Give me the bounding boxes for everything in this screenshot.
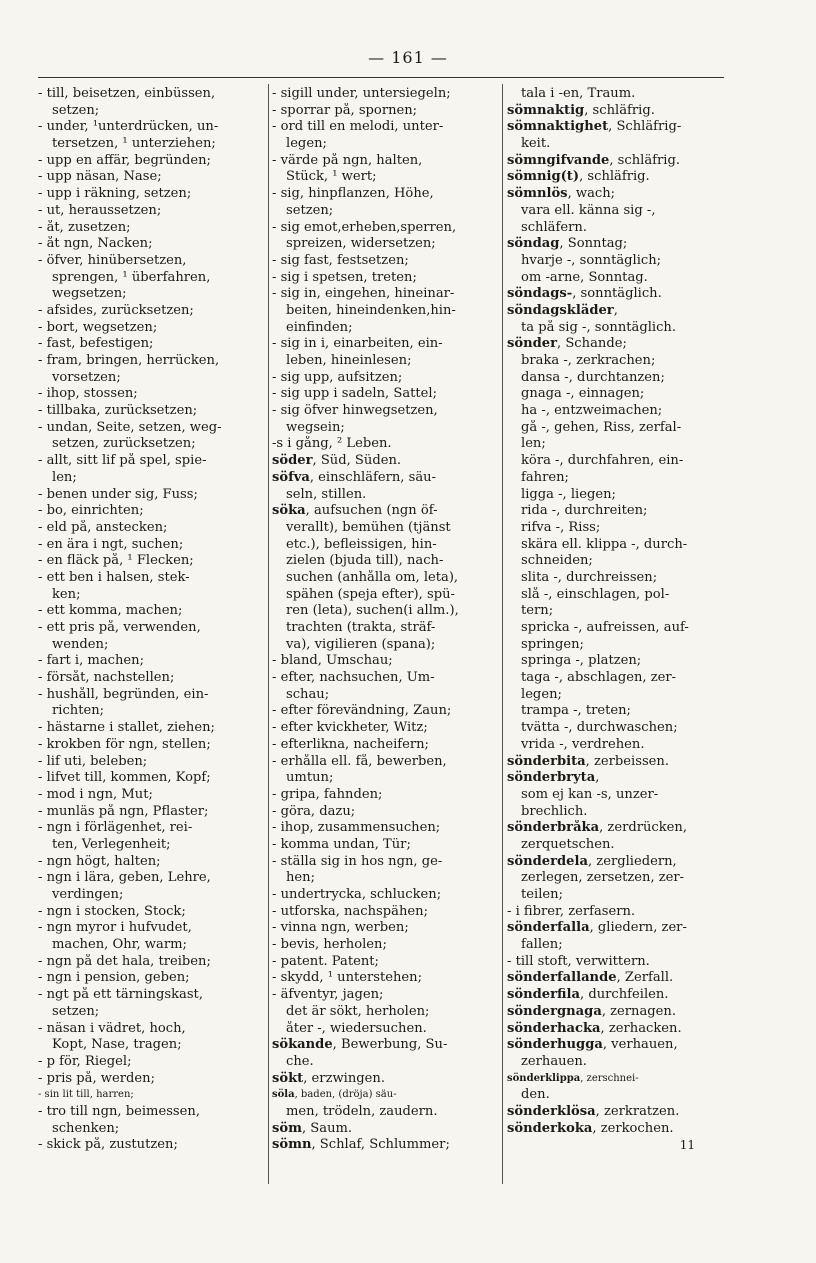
column-divider — [502, 84, 503, 1184]
headword-line — [507, 770, 725, 787]
headword-line — [507, 1104, 725, 1121]
entry-line: zerhauen. — [521, 1053, 587, 1069]
entry-line: schläfern. — [521, 219, 587, 235]
entry-line: wegsein; — [286, 419, 345, 435]
entry-line: - mod i ngn, Mut; — [38, 786, 153, 802]
entry-line: vorsetzen; — [52, 369, 121, 385]
entry-line: - benen under sig, Fuss; — [38, 486, 198, 502]
headword: sönderklippa — [507, 1072, 581, 1084]
headword-line — [507, 1121, 725, 1138]
entry-line: - ngn i lära, geben, Lehre, — [38, 870, 211, 886]
definition: , — [595, 770, 600, 786]
entry-line: - gripa, fahnden; — [272, 786, 383, 802]
entry-line: - efter kvickheter, Witz; — [272, 720, 428, 736]
entry-line: taga -, abschlagen, zer- — [521, 670, 677, 686]
entry-line: vara ell. känna sig -, — [521, 202, 656, 218]
entry-line: - äfventyr, jagen; — [272, 987, 384, 1003]
entry-line: - tro till ngn, beimessen, — [38, 1103, 200, 1119]
entry-line: - pris på, werden; — [38, 1070, 155, 1086]
entry-line: slå -, einschlagen, pol- — [521, 586, 670, 602]
entry-line: tern; — [521, 603, 554, 619]
entry-line: som ej kan -s, unzer- — [521, 786, 659, 802]
definition: , schläfrig. — [584, 102, 655, 118]
entry-line: - bland, Umschau; — [272, 653, 393, 669]
headword: sönderbryta — [507, 770, 596, 786]
entry-line: - eld på, anstecken; — [38, 519, 168, 535]
entry-line: - munläs på ngn, Pflaster; — [38, 803, 209, 819]
entry-line: - lifvet till, kommen, Kopf; — [38, 770, 211, 786]
entry-line: - upp i räkning, setzen; — [38, 186, 192, 202]
entry-line: leben, hineinlesen; — [286, 353, 412, 368]
definition: , Zerfall. — [616, 970, 674, 986]
entry-line: - göra, dazu; — [272, 803, 356, 819]
entry-line: - ord till en melodi, unter- — [272, 119, 444, 135]
definition: , zerhacken. — [600, 1020, 682, 1036]
entry-line: setzen; — [286, 202, 334, 218]
entry-line: - bo, einrichten; — [38, 503, 144, 519]
entry-line: åter -, wiedersuchen. — [286, 1020, 427, 1036]
headword-line — [507, 754, 725, 771]
definition: , baden, (dröja) säu- — [294, 1089, 397, 1101]
entry-line: - komma undan, Tür; — [272, 836, 411, 852]
headword: sönderklösa — [507, 1103, 596, 1119]
entry-line: wegsetzen; — [52, 286, 127, 302]
entry-line: - efter förevändning, Zaun; — [272, 703, 452, 719]
headword: sönderfila — [507, 987, 580, 1003]
entry-line: - försåt, nachstellen; — [38, 670, 175, 686]
entry-line: - ställa sig in hos ngn, ge- — [272, 853, 443, 869]
entry-line: - ngn på det hala, treiben; — [38, 953, 211, 969]
entry-line: spähen (speja efter), spü- — [286, 586, 455, 602]
headword-line — [272, 1071, 496, 1088]
entry-line: - sin lit till, harren; — [38, 1089, 134, 1101]
definition: , Schlaf, Schlummer; — [311, 1137, 450, 1153]
headword: sönderbita — [507, 753, 586, 769]
headword-line — [507, 820, 725, 837]
entry-line: setzen; — [52, 1003, 100, 1019]
headword-line — [507, 1071, 725, 1088]
entry-line: - sig fast, festsetzen; — [272, 252, 409, 268]
headword-line — [272, 453, 496, 470]
headword: söm — [272, 1120, 302, 1136]
entry-line: - under, ¹unterdrücken, un- — [38, 119, 219, 135]
entry-line: keit. — [521, 136, 551, 152]
entry-line: om -arne, Sonntag. — [521, 269, 648, 285]
entry-line: len; — [52, 469, 77, 485]
entry-line: rifva -, Riss; — [521, 519, 601, 535]
entry-line: - upp näsan, Nase; — [38, 169, 162, 185]
entry-line: umtun; — [286, 770, 334, 786]
entry-line: schau; — [286, 686, 330, 702]
entry-line: trampa -, treten; — [521, 703, 631, 719]
entry-line: gå -, gehen, Riss, zerfal- — [521, 419, 682, 435]
headword-line — [507, 169, 725, 186]
definition: , zernagen. — [601, 1003, 677, 1019]
entry-line: - sig in i, einarbeiten, ein- — [272, 336, 443, 352]
entry-line: teilen; — [521, 887, 563, 902]
headword-line — [507, 1037, 725, 1054]
headword-line — [507, 854, 725, 871]
entry-line: - patent. Patent; — [272, 953, 379, 969]
definition: , gliedern, zer- — [589, 920, 687, 936]
entry-line: - sig, hinpflanzen, Höhe, — [272, 186, 434, 202]
entry-line: - sporrar på, spornen; — [272, 102, 418, 118]
headword-line — [507, 920, 725, 937]
headword-line — [272, 503, 496, 520]
headword-line — [507, 970, 725, 987]
definition: , zerbeissen. — [585, 753, 670, 769]
entry-line: seln, stillen. — [286, 486, 367, 502]
headword: söla — [272, 1089, 295, 1101]
headword: sömnlös — [507, 186, 568, 202]
headword: sönderfallande — [507, 970, 617, 986]
entry-line: - tillbaka, zurücksetzen; — [38, 403, 198, 419]
entry-line: - fart i, machen; — [38, 653, 145, 669]
entry-line: - allt, sitt lif på spel, spie- — [38, 453, 207, 469]
headword: söndag — [507, 236, 560, 252]
entry-line: setzen; — [52, 102, 100, 118]
definition: , verhauen, — [602, 1037, 678, 1053]
entry-line: - åt ngn, Nacken; — [38, 236, 153, 252]
definition: , Schande; — [557, 336, 627, 352]
definition: , einschläfern, säu- — [309, 469, 437, 485]
headword: sönderhugga — [507, 1037, 603, 1053]
headword-line — [272, 1137, 496, 1154]
entry-line: - värde på ngn, halten, — [272, 152, 423, 168]
entry-line: ren (leta), suchen(i allm.), — [286, 603, 459, 619]
entry-line: - sig upp i sadeln, Sattel; — [272, 386, 437, 402]
headword: sömngifvande — [507, 152, 610, 168]
headword: sömnig(t) — [507, 169, 580, 185]
column-divider — [268, 84, 269, 1184]
entry-line: - ihop, stossen; — [38, 386, 138, 402]
headword: sönderkoka — [507, 1120, 593, 1136]
entry-line: ken; — [52, 586, 81, 602]
definition: , schläfrig. — [579, 169, 650, 185]
headword-line — [507, 286, 725, 303]
entry-line: - en ära i ngt, suchen; — [38, 536, 184, 552]
entry-line: tersetzen, ¹ unterziehen; — [52, 136, 216, 152]
headword: sönderbråka — [507, 820, 600, 836]
entry-line: machen, Ohr, warm; — [52, 937, 187, 953]
entry-line: - lif uti, beleben; — [38, 753, 148, 769]
entry-line: ha -, entzweimachen; — [521, 403, 663, 419]
entry-line: gnaga -, einnagen; — [521, 386, 645, 402]
entry-line: zerquetschen. — [521, 836, 615, 852]
headword: sökande — [272, 1037, 333, 1053]
entry-line: - skick på, zustutzen; — [38, 1137, 178, 1153]
entry-line: hvarje -, sonntäglich; — [521, 252, 662, 268]
entry-line: - skydd, ¹ unterstehen; — [272, 970, 423, 986]
entry-line: - hästarne i stallet, ziehen; — [38, 720, 215, 736]
entry-line: - utforska, nachspähen; — [272, 903, 428, 919]
entry-line: legen; — [286, 136, 327, 152]
headword: sömn — [272, 1137, 312, 1153]
entry-line: spricka -, aufreissen, auf- — [521, 620, 689, 635]
entry-line: - vinna ngn, werben; — [272, 920, 409, 936]
headword: sömnaktig — [507, 102, 585, 118]
headword: sömnaktighet — [507, 119, 609, 135]
entry-line: - fast, befestigen; — [38, 336, 154, 352]
entry-line: slita -, durchreissen; — [521, 569, 658, 585]
entry-line: - en fläck på, ¹ Flecken; — [38, 553, 194, 569]
entry-line: -s i gång, ² Leben. — [272, 436, 392, 452]
headword: söfva — [272, 469, 310, 485]
headword-line — [507, 336, 725, 353]
entry-line: spreizen, widersetzen; — [286, 236, 436, 252]
entry-line: va), vigilieren (spana); — [286, 636, 436, 652]
definition: , zergliedern, — [587, 853, 677, 869]
entry-line: - ngn i pension, geben; — [38, 970, 190, 986]
entry-line: - sig upp, aufsitzen; — [272, 369, 403, 385]
entry-line: dansa -, durchtanzen; — [521, 369, 665, 385]
entry-line: brechlich. — [521, 803, 588, 819]
entry-line: sprengen, ¹ überfahren, — [52, 269, 211, 285]
column-1 — [38, 86, 266, 1154]
entry-line: ten, Verlegenheit; — [52, 836, 171, 852]
entry-line: - upp en affär, begründen; — [38, 152, 211, 168]
definition: , durchfeilen. — [580, 987, 669, 1003]
definition: , zerschnei- — [580, 1072, 639, 1084]
entry-line: - fram, bringen, herrücken, — [38, 353, 220, 368]
entry-line: wenden; — [52, 636, 109, 652]
header-rule — [38, 77, 724, 78]
entry-line: - ut, heraussetzen; — [38, 202, 162, 218]
entry-line: - näsan i vädret, hoch, — [38, 1020, 186, 1036]
entry-line: tvätta -, durchwaschen; — [521, 720, 678, 736]
entry-line: - ngn högt, halten; — [38, 853, 161, 869]
entry-line: suchen (anhålla om, leta), — [286, 569, 459, 585]
headword-line — [507, 103, 725, 120]
entry-line: Kopt, Nase, tragen; — [52, 1037, 182, 1053]
entry-line: - sig in, eingehen, hineinar- — [272, 286, 455, 302]
entry-line: springen; — [521, 636, 584, 652]
entry-line: beiten, hineindenken,hin- — [286, 302, 456, 318]
entry-line: men, trödeln, zaudern. — [286, 1103, 438, 1119]
entry-line: - sigill under, untersiegeln; — [272, 86, 451, 101]
entry-line: zerlegen, zersetzen, zer- — [521, 870, 685, 886]
headword: söder — [272, 453, 313, 469]
headword-line — [507, 186, 725, 203]
headword-line — [507, 1021, 725, 1038]
entry-line: einfinden; — [286, 319, 353, 335]
definition: , zerdrücken, — [599, 820, 688, 836]
definition: , Süd, Süden. — [312, 453, 402, 469]
entry-line: len; — [521, 436, 546, 452]
headword: söndergnaga — [507, 1003, 602, 1019]
entry-line: - ngn myror i hufvudet, — [38, 920, 192, 936]
entry-line: - undan, Seite, setzen, weg- — [38, 419, 222, 435]
entry-line: verallt), bemühen (tjänst — [286, 519, 451, 535]
definition: , Sonntag; — [559, 236, 628, 252]
entry-line: fallen; — [521, 937, 563, 953]
entry-line: - sig i spetsen, treten; — [272, 269, 417, 285]
entry-line: springa -, platzen; — [521, 653, 642, 669]
headword-line — [507, 1004, 725, 1021]
entry-line: - ett komma, machen; — [38, 603, 183, 619]
entry-line: - erhålla ell. få, bewerben, — [272, 753, 447, 769]
entry-line: verdingen; — [52, 887, 124, 902]
entry-line: richten; — [52, 703, 105, 719]
entry-line: - efterlikna, nacheifern; — [272, 736, 429, 752]
entry-line: - bort, wegsetzen; — [38, 319, 158, 335]
entry-line: skära ell. klippa -, durch- — [521, 536, 688, 552]
headword-line — [507, 119, 725, 136]
entry-line: - sig emot,erheben,sperren, — [272, 219, 457, 235]
entry-line: - hushåll, begründen, ein- — [38, 686, 209, 702]
headword: söka — [272, 503, 306, 519]
headword-line — [272, 1087, 496, 1104]
definition: , Bewerbung, Su- — [332, 1037, 448, 1053]
entry-line: che. — [286, 1053, 314, 1069]
entry-line: - till, beisetzen, einbüssen, — [38, 86, 216, 101]
entry-line: - bevis, herholen; — [272, 937, 387, 953]
entry-line: - åt, zusetzen; — [38, 219, 131, 235]
entry-line: - ngn i stocken, Stock; — [38, 903, 186, 919]
entry-line: - till stoft, verwittern. — [507, 953, 650, 969]
headword-line — [507, 236, 725, 253]
entry-line: legen; — [521, 686, 562, 702]
signature-mark: 11 — [679, 1138, 695, 1153]
definition: , schläfrig. — [609, 152, 680, 168]
entry-line: fahren; — [521, 469, 569, 485]
headword: söndagskläder — [507, 302, 614, 318]
entry-line: köra -, durchfahren, ein- — [521, 453, 684, 469]
entry-line: - ngt på ett tärningskast, — [38, 987, 203, 1003]
entry-line: - p för, Riegel; — [38, 1053, 132, 1069]
entry-line: braka -, zerkrachen; — [521, 353, 656, 368]
headword: sökt — [272, 1070, 304, 1086]
entry-line: - sig öfver hinwegsetzen, — [272, 403, 438, 419]
entry-line: hen; — [286, 870, 316, 886]
headword-line — [507, 987, 725, 1004]
entry-line: - undertrycka, schlucken; — [272, 887, 442, 902]
entry-line: schenken; — [52, 1120, 120, 1136]
entry-line: ligga -, liegen; — [521, 486, 616, 502]
entry-line: det är sökt, herholen; — [286, 1003, 430, 1019]
entry-line: - öfver, hinübersetzen, — [38, 252, 187, 268]
entry-line: etc.), befleissigen, hin- — [286, 536, 437, 552]
headword-line — [272, 470, 496, 487]
entry-line: - ngn i förlägenhet, rei- — [38, 820, 193, 836]
entry-line: - ett pris på, verwenden, — [38, 620, 201, 635]
entry-line: Stück, ¹ wert; — [286, 169, 377, 185]
column-2 — [272, 86, 496, 1154]
definition: , — [613, 302, 618, 318]
headword: söndags- — [507, 286, 573, 302]
entry-line: vrida -, verdrehen. — [521, 736, 645, 752]
entry-line: zielen (bjuda till), nach- — [286, 553, 444, 569]
definition: , aufsuchen (ngn öf- — [305, 503, 438, 519]
entry-line: - ett ben i halsen, stek- — [38, 569, 190, 585]
entry-line: - efter, nachsuchen, Um- — [272, 670, 435, 686]
entry-line: setzen, zurücksetzen; — [52, 436, 196, 452]
headword-line — [507, 303, 725, 320]
column-3 — [507, 86, 725, 1154]
headword-line — [272, 1037, 496, 1054]
definition: , wach; — [567, 186, 616, 202]
page-number: — 161 — — [368, 48, 448, 67]
definition: , erzwingen. — [303, 1070, 386, 1086]
entry-line: - krokben för ngn, stellen; — [38, 736, 211, 752]
entry-line: schneiden; — [521, 553, 593, 569]
definition: , sonntäglich. — [572, 286, 662, 302]
entry-line: tala i -en, Traum. — [521, 86, 636, 101]
headword: sönderdela — [507, 853, 588, 869]
headword: sönderfalla — [507, 920, 590, 936]
headword-line — [507, 153, 725, 170]
entry-line: - afsides, zurücksetzen; — [38, 302, 194, 318]
definition: , zerkochen. — [592, 1120, 674, 1136]
definition: , zerkratzen. — [595, 1103, 680, 1119]
definition: , Saum. — [301, 1120, 353, 1136]
entry-line: - i fibrer, zerfasern. — [507, 903, 636, 919]
entry-line: den. — [521, 1087, 550, 1103]
headword: sönder — [507, 336, 558, 352]
entry-line: ta på sig -, sonntäglich. — [521, 319, 677, 335]
headword: sönderhacka — [507, 1020, 601, 1036]
entry-line: - ihop, zusammensuchen; — [272, 820, 441, 836]
definition: , Schläfrig- — [608, 119, 682, 135]
entry-line: trachten (trakta, sträf- — [286, 620, 436, 635]
entry-line: rida -, durchreiten; — [521, 503, 648, 519]
headword-line — [272, 1121, 496, 1138]
